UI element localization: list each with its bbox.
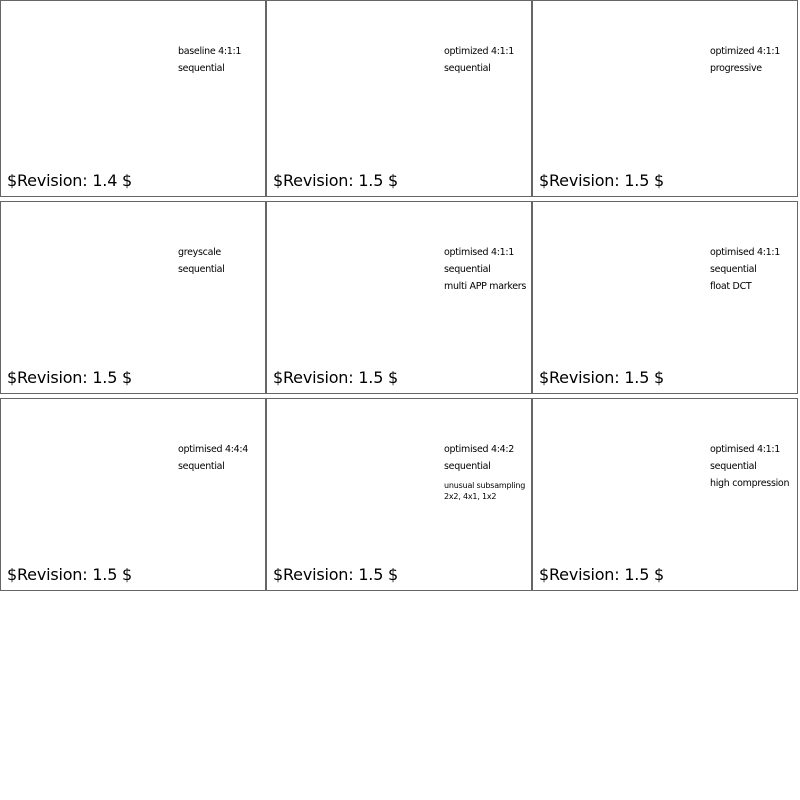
caption-line: sequential	[178, 264, 225, 275]
grid-cell	[0, 398, 266, 591]
revision-label: $Revision: 1.5 $	[539, 368, 665, 387]
caption	[444, 441, 525, 502]
grid-cell	[266, 201, 532, 394]
caption-line: optimised 4:1:1	[710, 444, 780, 455]
caption-line: sequential	[444, 461, 491, 472]
caption-line: high compression	[710, 478, 790, 489]
caption-line: greyscale	[178, 247, 221, 258]
grid-cell	[266, 398, 532, 591]
caption	[178, 244, 225, 283]
revision-label: $Revision: 1.5 $	[539, 171, 665, 190]
grid-cell	[532, 0, 798, 197]
caption	[710, 43, 780, 82]
caption	[178, 43, 241, 82]
caption	[444, 43, 514, 82]
caption-line: multi APP markers	[444, 281, 527, 292]
revision-label: $Revision: 1.5 $	[273, 368, 399, 387]
caption	[444, 244, 526, 300]
caption-line: float DCT	[710, 281, 752, 292]
caption-line: optimised 4:4:4	[178, 444, 248, 455]
revision-label: $Revision: 1.5 $	[7, 368, 133, 387]
caption-line: sequential	[178, 461, 225, 472]
sub-caption	[444, 480, 525, 502]
caption	[178, 441, 248, 480]
grid-cell	[532, 201, 798, 394]
caption-line: optimised 4:1:1	[444, 247, 514, 258]
sub-caption-line: unusual subsampling	[444, 481, 526, 490]
caption-line: optimized 4:1:1	[444, 46, 515, 57]
caption	[710, 441, 789, 497]
caption-line: sequential	[444, 63, 491, 74]
revision-label: $Revision: 1.5 $	[7, 565, 133, 584]
caption-line: sequential	[710, 264, 757, 275]
grid-cell	[0, 201, 266, 394]
caption-line: sequential	[710, 461, 757, 472]
caption-line: sequential	[178, 63, 225, 74]
caption-line: sequential	[444, 264, 491, 275]
caption-line: optimized 4:1:1	[710, 46, 781, 57]
caption-line: baseline 4:1:1	[178, 46, 242, 57]
revision-label: $Revision: 1.5 $	[539, 565, 665, 584]
revision-label: $Revision: 1.5 $	[273, 565, 399, 584]
revision-label: $Revision: 1.5 $	[273, 171, 399, 190]
caption	[710, 244, 780, 300]
grid-cell	[532, 398, 798, 591]
grid-cell	[266, 0, 532, 197]
revision-label: $Revision: 1.4 $	[7, 171, 133, 190]
caption-line: progressive	[710, 63, 762, 74]
grid-cell	[0, 0, 266, 197]
caption-line: optimised 4:4:2	[444, 444, 514, 455]
caption-line: optimised 4:1:1	[710, 247, 780, 258]
sub-caption-line: 2x2, 4x1, 1x2	[444, 492, 497, 501]
